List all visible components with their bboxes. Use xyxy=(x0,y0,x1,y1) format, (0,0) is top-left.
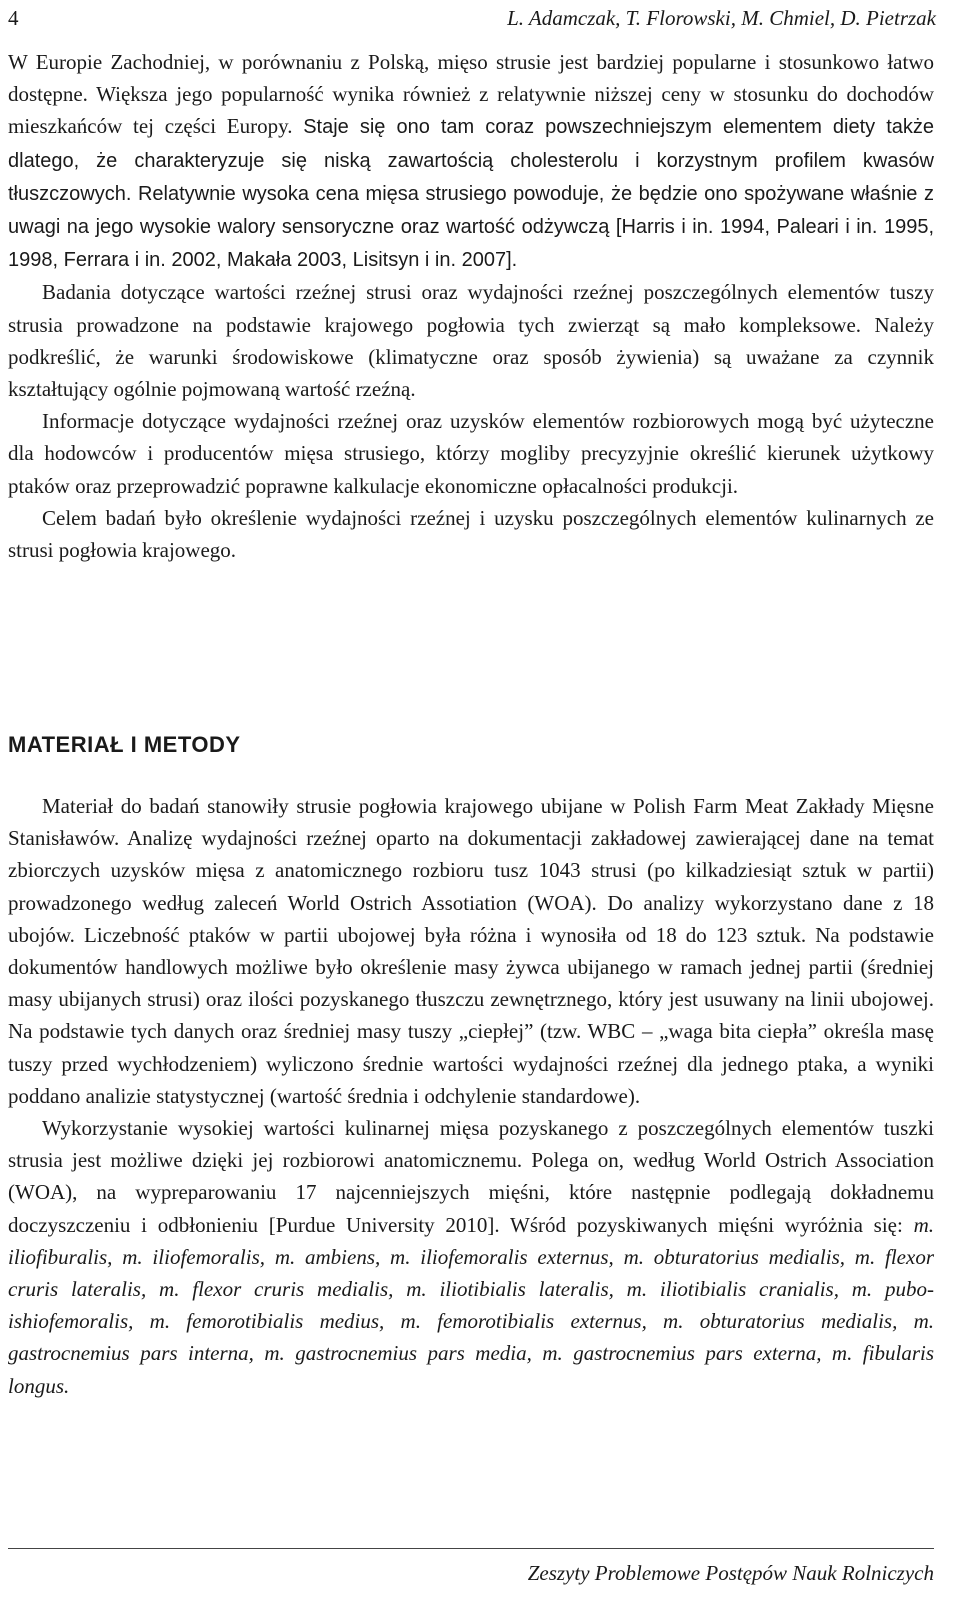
footer-journal-name: Zeszyty Problemowe Postępów Nauk Rolniczych xyxy=(527,1561,934,1585)
footer-divider xyxy=(8,1548,934,1549)
intro-paragraph-1-part-2: Staje się ono tam coraz powszechniejszym elementem diety także dlatego, że charakteryzuje się niską zawartością cholesterolu i korzystnym profilem kwasów tłuszczowych. Relatywnie wysoka cena mięsa strusiego powoduje, że będzie ono spożywane właśnie z uwagi na jego wysokie walory sensoryczne oraz wartość odżywczą [Harris i in. 1994, Paleari i in. 1995, 1998, Ferrara i in. 2002, Makała 2003, Lisitsyn i in. 2007]. xyxy=(8,116,935,272)
intro-paragraph-4: Celem badań było określenie wydajności rzeźnej i uzysku poszczególnych elementów kulinarnych ze strusi pogłowia krajowego. xyxy=(8,505,934,563)
methods-text-block xyxy=(8,790,934,1402)
intro-paragraph-2: Badania dotyczące wartości rzeźnej strusi oraz wydajności rzeźnej poszczególnych elementów tuszy strusia prowadzone na podstawie krajowego pogłowia tych zwierząt są mało kompleksowe. Należy podkreślić, że warunki środowiskowe (klimatyczne oraz sposób żywienia) są uważane za czynnik kształtujący ogólnie pojmowaną wartość rzeźną. xyxy=(8,280,934,402)
intro-paragraph-1 xyxy=(8,46,934,276)
methods-paragraph-2-text: Wykorzystanie wysokiej wartości kulinarnej mięsa pozyskanego z poszczególnych elementów tuszki strusia jest możliwe dzięki jej rozbiorowi anatomicznemu. Polega on, według World Ostrich Association (WOA), na wypreparowaniu 17 najcenniejszych mięśni, które następnie podlegają dokładnemu doczyszczeniu i odbłonieniu [Purdue University 2010]. Wśród pozyskiwanych mięśni wyróżnia się: xyxy=(8,1116,934,1237)
methods-paragraph-1: Materiał do badań stanowiły strusie pogłowia krajowego ubijane w Polish Farm Meat Zakłady Mięsne Stanisławów. Analizę wydajności rzeźnej oparto na dokumentacji zakładowej zawierającej dane na temat zbiorczych uzysków mięsa z anatomicznego rozbioru tusz 1043 strusi (po kilkadziesiąt sztuk w partii) prowadzonego według zaleceń World Ostrich Assotiation (WOA). Do analizy wykorzystano dane z 18 ubojów. Liczebność ptaków w partii ubojowej była różna i wynosiła od 18 do 123 sztuk. Na podstawie dokumentów handlowych możliwe było określenie masy żywca ubijanego w ramach jednej partii (średniej masy ubijanych strusi) oraz ilości pozyskanego tłuszczu zewnętrznego, który jest usuwany na linii ubojowej. Na podstawie tych danych oraz średniej masy tuszy „ciepłej” (tzw. WBC – „waga bita ciepła” określa masę tuszy przed wychłodzeniem) wyliczono średnie wartości wydajności rzeźnej dla jednego ptaka, a wyniki poddano analizie statystycznej (wartość średnia i odchylenie standardowe). xyxy=(8,794,934,1108)
running-head-authors: L. Adamczak, T. Florowski, M. Chmiel, D. Pietrzak xyxy=(507,6,936,30)
section-heading-materials-methods: MATERIAŁ I METODY xyxy=(8,732,241,757)
methods-paragraph-2 xyxy=(8,1112,934,1402)
page-number: 4 xyxy=(8,6,19,30)
intro-text-block xyxy=(8,46,934,566)
page-header xyxy=(8,4,936,32)
intro-paragraph-1-part-1: W Europie Zachodniej, w porównaniu z Polską, mięso strusie jest bardziej popularne i stosunkowo łatwo dostępne. Większa jego popularność wynika również z relatywnie niższej ceny w stosunku do dochodów mieszkańców tej części Europy. xyxy=(8,50,934,139)
muscle-list: m. iliofiburalis, m. iliofemoralis, m. ambiens, m. iliofemoralis externus, m. obturatorius medialis, m. flexor cruris lateralis, m. flexor cruris medialis, m. iliotibialis lateralis, m. iliotibialis cranialis, m. pubo-ishiofemoralis, m. femorotibialis medius, m. femorotibialis externus, m. obturatorius medialis, m. gastrocnemius pars interna, m. gastrocnemius pars media, m. gastrocnemius pars externa, m. fibularis longus. xyxy=(8,1212,934,1398)
intro-paragraph-3: Informacje dotyczące wydajności rzeźnej oraz uzysków elementów rozbiorowych mogą być użyteczne dla hodowców i producentów mięsa strusiego, którzy mogliby precyzyjnie określić kierunek użytkowy ptaków oraz przeprowadzić poprawne kalkulacje ekonomiczne opłacalności produkcji. xyxy=(8,409,934,498)
